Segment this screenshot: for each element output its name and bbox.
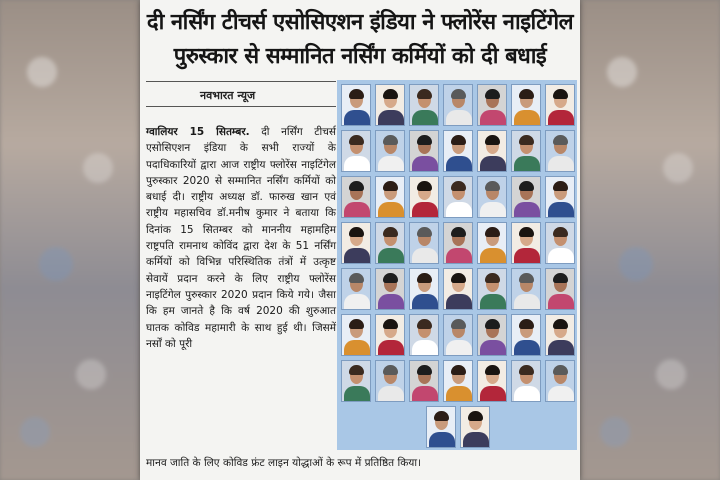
divider-mid xyxy=(146,106,336,107)
awardee-photo xyxy=(511,176,541,218)
awardee-photo xyxy=(409,268,439,310)
awardee-photo xyxy=(511,222,541,264)
awardee-photo xyxy=(477,84,507,126)
awardee-photo xyxy=(443,130,473,172)
article-dateline: ग्वालियर 15 सितम्बर. xyxy=(146,126,250,138)
awardee-photo xyxy=(545,222,575,264)
awardee-photo xyxy=(341,222,371,264)
headline-line-1: दी नर्सिंग टीचर्स एसोसिएशन इंडिया ने फ्लोरेंस नाइटिंगेल xyxy=(146,10,574,35)
awardee-photo xyxy=(477,130,507,172)
blurred-background-left xyxy=(0,0,140,480)
awardee-photo xyxy=(443,84,473,126)
news-source: नवभारत न्यूज xyxy=(200,89,256,102)
awardee-photo xyxy=(409,130,439,172)
awardee-photo xyxy=(545,130,575,172)
awardee-photo xyxy=(545,84,575,126)
awardee-photo xyxy=(375,130,405,172)
awardee-photo xyxy=(477,268,507,310)
awardee-photo xyxy=(341,84,371,126)
divider-top xyxy=(146,81,336,82)
awardee-photo xyxy=(477,176,507,218)
awardee-photo xyxy=(443,176,473,218)
awardee-photo xyxy=(341,176,371,218)
awardee-photo xyxy=(409,314,439,356)
blurred-background-right xyxy=(580,0,720,480)
awardee-photo xyxy=(426,406,456,448)
awardee-photo xyxy=(409,84,439,126)
awardee-photo xyxy=(511,360,541,402)
awardee-photo xyxy=(443,222,473,264)
awardee-photo xyxy=(511,130,541,172)
awardee-photo xyxy=(443,268,473,310)
awardee-photo xyxy=(443,314,473,356)
awardee-photo xyxy=(375,360,405,402)
awardee-photo xyxy=(341,130,371,172)
awardee-photo xyxy=(511,268,541,310)
awardee-photo xyxy=(477,314,507,356)
awardee-photo xyxy=(409,176,439,218)
headline xyxy=(140,6,580,74)
awardee-photo-panel xyxy=(337,80,577,450)
awardee-photo xyxy=(545,360,575,402)
awardee-photo xyxy=(443,360,473,402)
awardee-photo xyxy=(545,268,575,310)
awardee-photo xyxy=(341,360,371,402)
awardee-photo xyxy=(341,268,371,310)
awardee-photo xyxy=(375,84,405,126)
awardee-photo xyxy=(545,176,575,218)
awardee-photo-bottom-row xyxy=(426,406,490,448)
awardee-photo xyxy=(477,222,507,264)
headline-line-2: पुरुस्कार से सम्मानित नर्सिंग कर्मियों को दी बधाई xyxy=(173,44,547,69)
awardee-photo xyxy=(511,84,541,126)
awardee-photo xyxy=(511,314,541,356)
awardee-photo xyxy=(409,360,439,402)
awardee-photo xyxy=(409,222,439,264)
awardee-photo xyxy=(375,176,405,218)
article-closing: मानव जाति के लिए कोविड फ्रंट लाइन योद्धाओं के रूप में प्रतिष्ठित किया। xyxy=(146,457,422,469)
awardee-photo xyxy=(545,314,575,356)
awardee-photo xyxy=(375,222,405,264)
awardee-photo xyxy=(375,314,405,356)
newspaper-clipping xyxy=(140,0,580,480)
awardee-photo xyxy=(341,314,371,356)
article-text: दी नर्सिंग टीचर्स एसोसिएशन इंडिया के सभी राज्यों के पदाधिकारियों द्वारा आज राष्ट्रीय फ्लोरेंस नाइटिंगेल पुरुस्कार 2020 से सम्मानित नर्सिंग कर्मियों को बधाई दी। राष्ट्रीय अध्यक्ष डॉ. फारुख खान एवं राष्ट्रीय महासचिव डॉ.मनीष कुमार ने बताया कि दिनांक 15 सितम्बर को माननीय महामहिम राष्ट्रपति रामनाथ कोविंद द्वारा देश के 51 नर्सिंग कर्मियों को विभिन्न परिस्थितिक तंत्रों में उत्कृष्ट सेवायें प्रदान करने के लिए राष्ट्रीय फ्लोरेंस नाइटिंगेल पुरुस्कार 2020 प्रदान किये गये। जैसा कि हम जानते है कि वर्ष 2020 की शुरुआत घातक कोविड महामारी के साथ हुई थी। जिसमें नर्सों को पूरी xyxy=(146,126,336,350)
awardee-photo xyxy=(477,360,507,402)
awardee-photo-grid xyxy=(341,84,575,402)
awardee-photo xyxy=(375,268,405,310)
article-body xyxy=(146,124,336,352)
awardee-photo xyxy=(460,406,490,448)
